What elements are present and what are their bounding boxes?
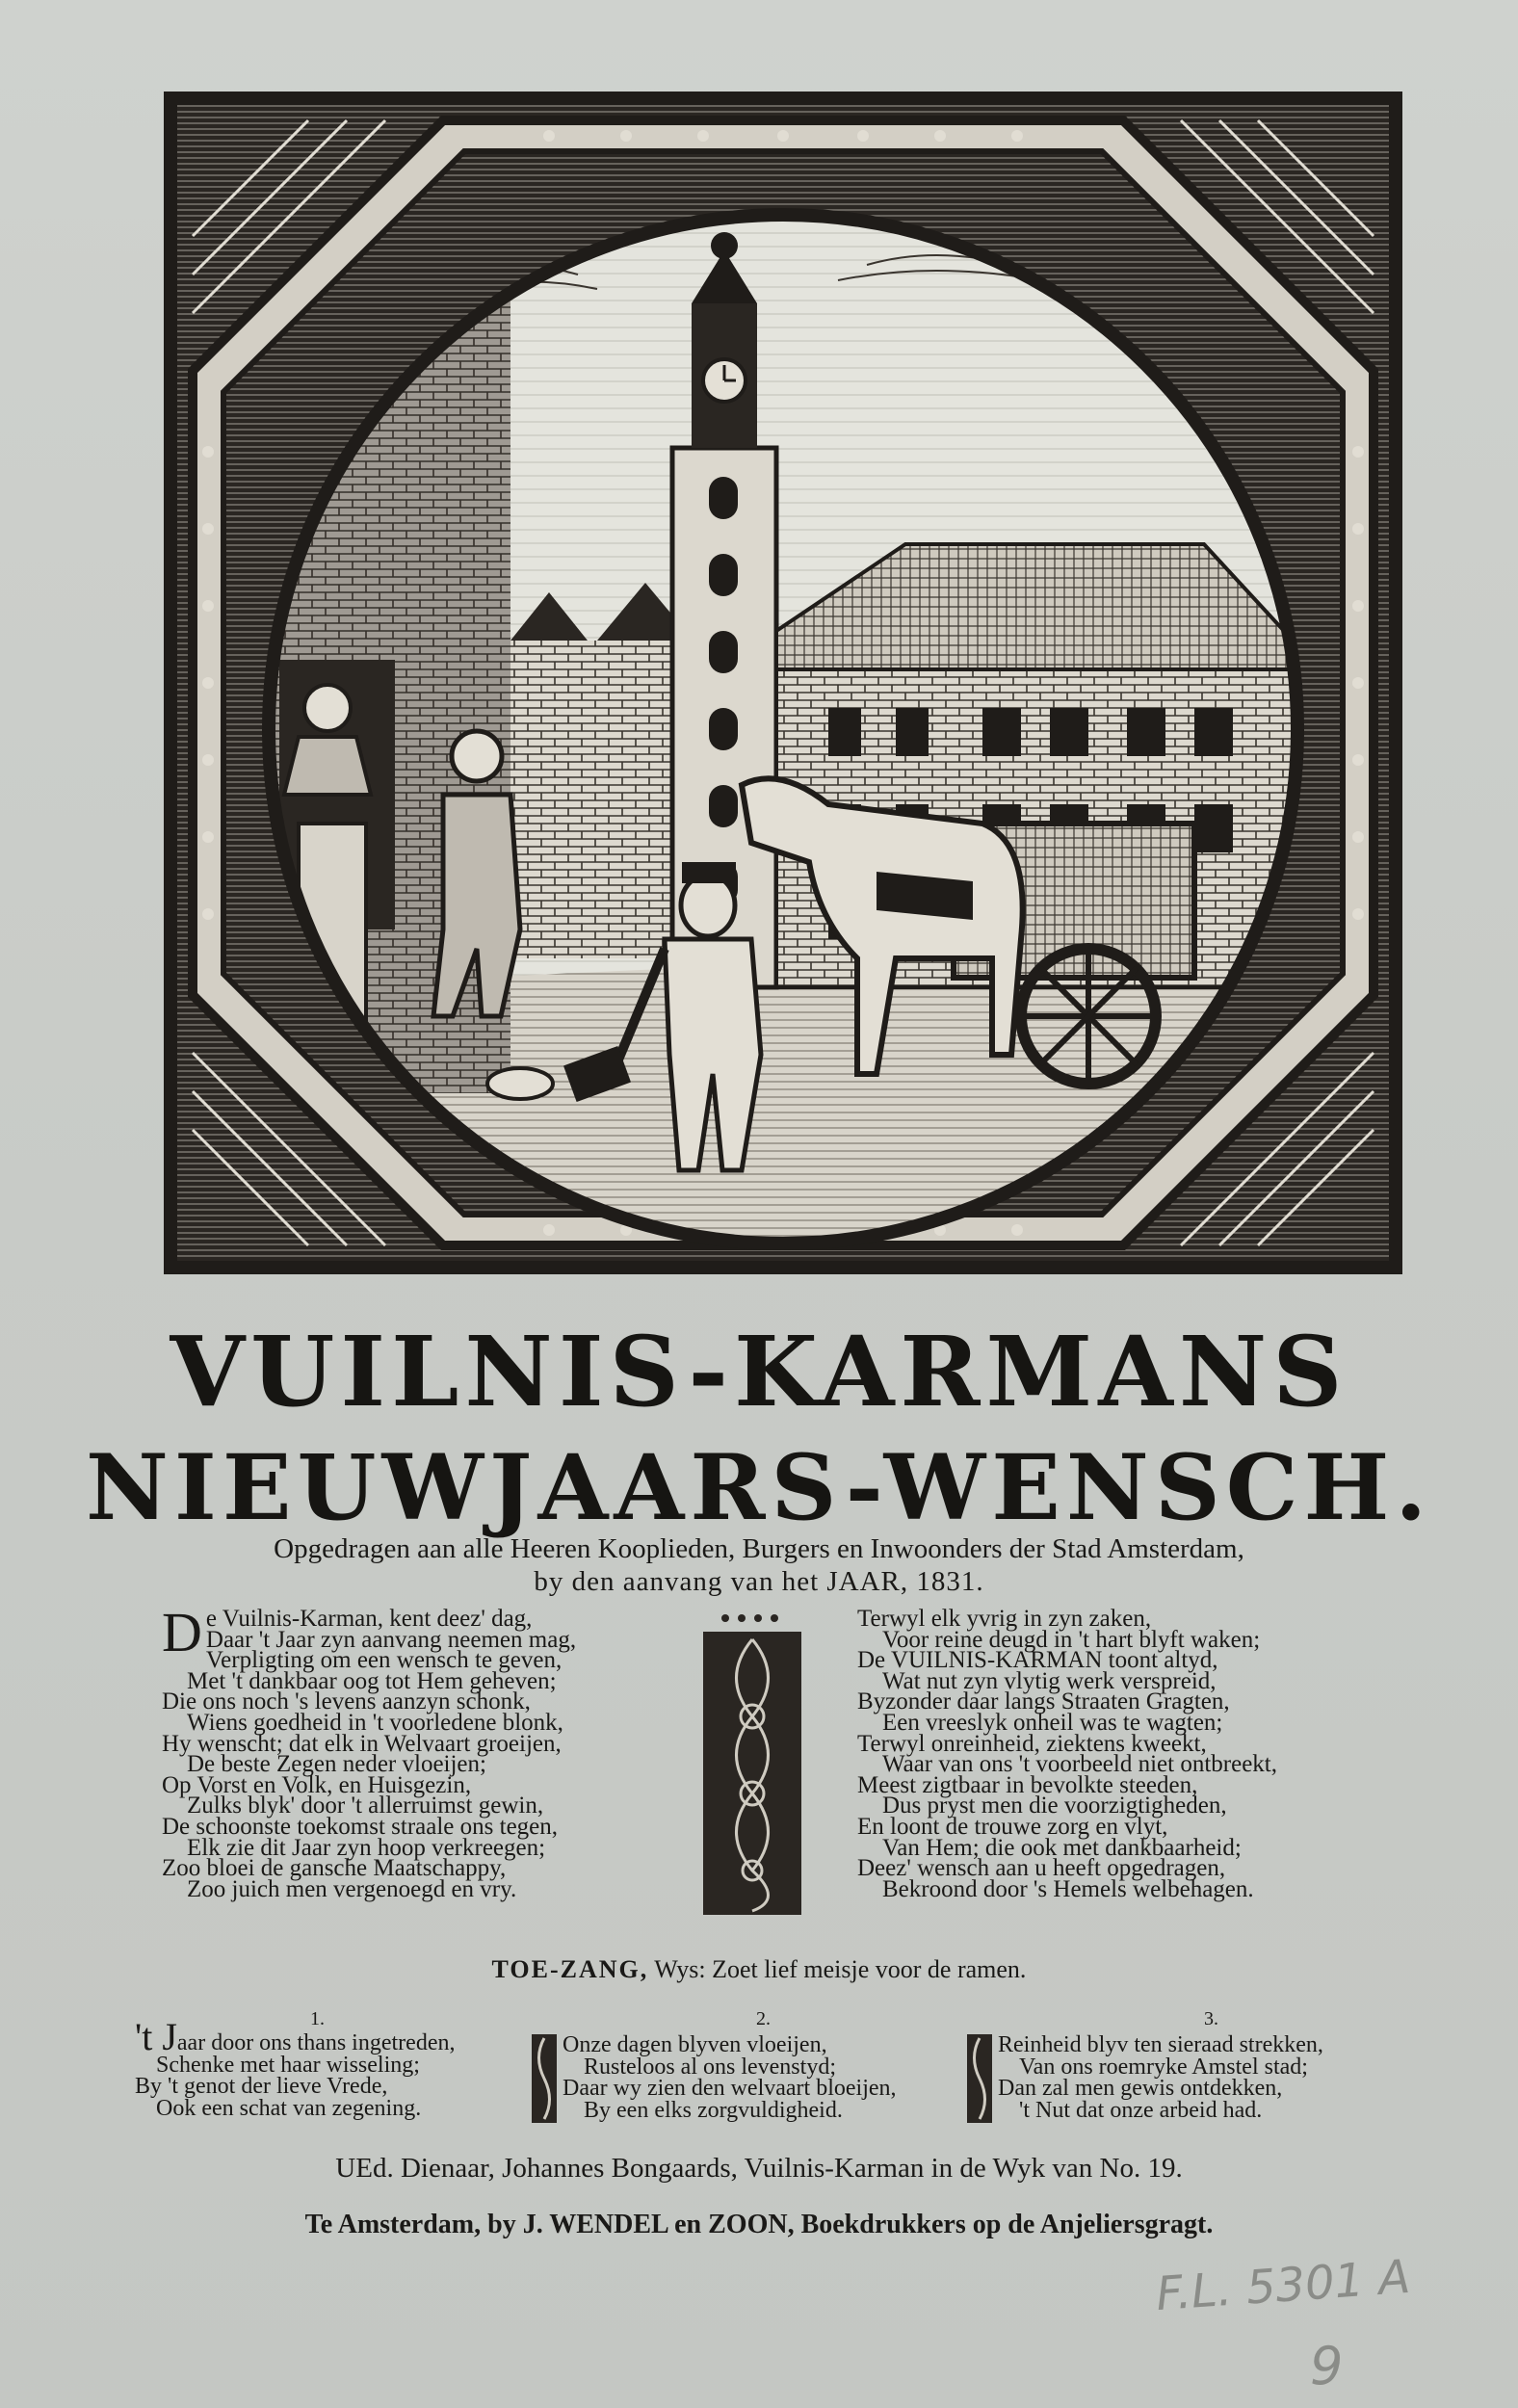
stanza-line: Reinheid blyv ten sieraad strekken, (998, 2032, 1323, 2057)
poem-left-line: De beste Zegen neder vloeijen; (187, 1751, 486, 1778)
poem-left-line: Verpligting om een wensch te geven, (205, 1647, 563, 1674)
poem-right-line: De VUILNIS-KARMAN toont altyd, (857, 1647, 1218, 1674)
toezang-tune: Wys: Zoet lief meisje voor de ramen. (648, 1955, 1027, 1983)
title-line-1: VUILNIS-KARMANS (170, 1315, 1348, 1428)
stanza-number: 3. (1204, 2008, 1218, 2029)
stanza-line: By een elks zorgvuldigheid. (584, 2097, 843, 2123)
drop-cap: D (162, 1601, 202, 1663)
poem-right-line: Meest zigtbaar in bevolkte steeden, (857, 1771, 1198, 1798)
poem-left-line: Hy wenscht; dat elk in Welvaart groeijen, (162, 1730, 562, 1757)
poem-left-line: Zoo bloei de gansche Maatschappy, (162, 1855, 507, 1882)
poem-right-line: Deez' wensch aan u heeft opgedragen, (857, 1855, 1226, 1882)
poem-right-line: Terwyl onreinheid, ziektens kweekt, (857, 1730, 1207, 1757)
poem-right-line: Byzonder daar langs Straaten Gragten, (857, 1688, 1230, 1715)
stanza-line: 't Nut dat onze arbeid had. (1019, 2097, 1263, 2123)
poem-left-line: De schoonste toekomst straale ons tegen, (162, 1813, 559, 1840)
poem-left-line: Met 't dankbaar oog tot Hem geheven; (187, 1667, 557, 1694)
poem-left-line: Op Vorst en Volk, en Huisgezin, (162, 1771, 472, 1798)
stanza-line: Van ons roemryke Amstel stad; (1019, 2054, 1308, 2080)
stanza-line: Schenke met haar wisseling; (156, 2052, 420, 2078)
stanza-ornament (967, 2034, 992, 2123)
pencil-inventory-number: F.L. 5301 A (1154, 2249, 1412, 2322)
poem-right-line: Waar van ons 't voorbeeld niet ontbreekt, (882, 1751, 1277, 1778)
poem-right-line: Bekroond door 's Hemels welbehagen. (882, 1875, 1254, 1902)
poem-left-line: Zulks blyk' door 't allerruimst gewin, (187, 1793, 544, 1819)
poem-left-line: Die ons noch 's levens aanzyn schonk, (162, 1688, 531, 1715)
toezang-heading (0, 1955, 1518, 1984)
poem-right-line: Wat nut zyn vlytig werk verspreid, (882, 1667, 1217, 1694)
poem-left-line: Daar 't Jaar zyn aanvang neemen mag, (205, 1626, 577, 1653)
drop-cap: 't J (135, 2015, 177, 2058)
stanza-number: 2. (756, 2008, 771, 2029)
poem-right-column (857, 1606, 1277, 1902)
poem-left-line: De Vuilnis-Karman, kent deez' dag, (162, 1601, 533, 1663)
stanza-line: Ook een schat van zegening. (156, 2095, 422, 2121)
stanza-line: Onze dagen blyven vloeijen, (563, 2032, 827, 2057)
poem-left-column (162, 1601, 577, 1902)
stanza-3 (998, 2034, 1323, 2121)
poem-right-line: Dus pryst men die voorzigtigheden, (882, 1793, 1227, 1819)
pencil-annotation: 9 (1310, 2336, 1344, 2396)
poem-right-line: Voor reine deugd in 't hart blyft waken; (882, 1626, 1261, 1653)
dedication-line-2: by den aanvang van het JAAR, 1831. (534, 1566, 984, 1597)
stanza-2 (563, 2034, 897, 2121)
poem-right-line: Van Hem; die ook met dankbaarheid; (882, 1834, 1242, 1861)
poem-left-line: Elk zie dit Jaar zyn hoop verkreegen; (187, 1834, 546, 1861)
imprint-line: Te Amsterdam, by J. WENDEL en ZOON, Boekdrukkers op de Anjeliersgragt. (304, 2210, 1214, 2239)
poem-left-line: Zoo juich men vergenoegd en vry. (187, 1875, 517, 1902)
woodcut-illustration (164, 92, 1402, 1274)
poem-right-line: Terwyl elk yvrig in zyn zaken, (857, 1606, 1152, 1632)
title-line-2: NIEUWJAARS-WENSCH. (85, 1435, 1433, 1541)
stanza-line: Daar wy zien den welvaart bloeijen, (563, 2076, 897, 2101)
stanza-line: Dan zal men gewis ontdekken, (998, 2076, 1283, 2101)
stanza-number: 1. (310, 2008, 325, 2029)
poem-right-line: Een vreeslyk onheil was te wagten; (882, 1709, 1223, 1736)
stanza-line: By 't genot der lieve Vrede, (135, 2074, 388, 2099)
stanza-ornament (532, 2034, 557, 2123)
poem-right-line: En loont de trouwe zorg en vlyt, (857, 1813, 1168, 1840)
signature-line: UEd. Dienaar, Johannes Bongaards, Vuilnis-Karman in de Wyk van No. 19. (335, 2153, 1183, 2184)
stanza-line: 't Jaar door ons thans ingetreden, (135, 2015, 456, 2058)
toezang-label: TOE-ZANG, (491, 1955, 649, 1983)
ornament-column (701, 1610, 803, 1917)
stanza-line: Rusteloos al ons levenstyd; (584, 2054, 836, 2080)
dedication-line-1: Opgedragen aan alle Heeren Kooplieden, Burgers en Inwoonders der Stad Amsterdam, (274, 1533, 1244, 1564)
stanza-1 (135, 2015, 456, 2121)
poem-left-line: Wiens goedheid in 't voorledene blonk, (187, 1709, 563, 1736)
